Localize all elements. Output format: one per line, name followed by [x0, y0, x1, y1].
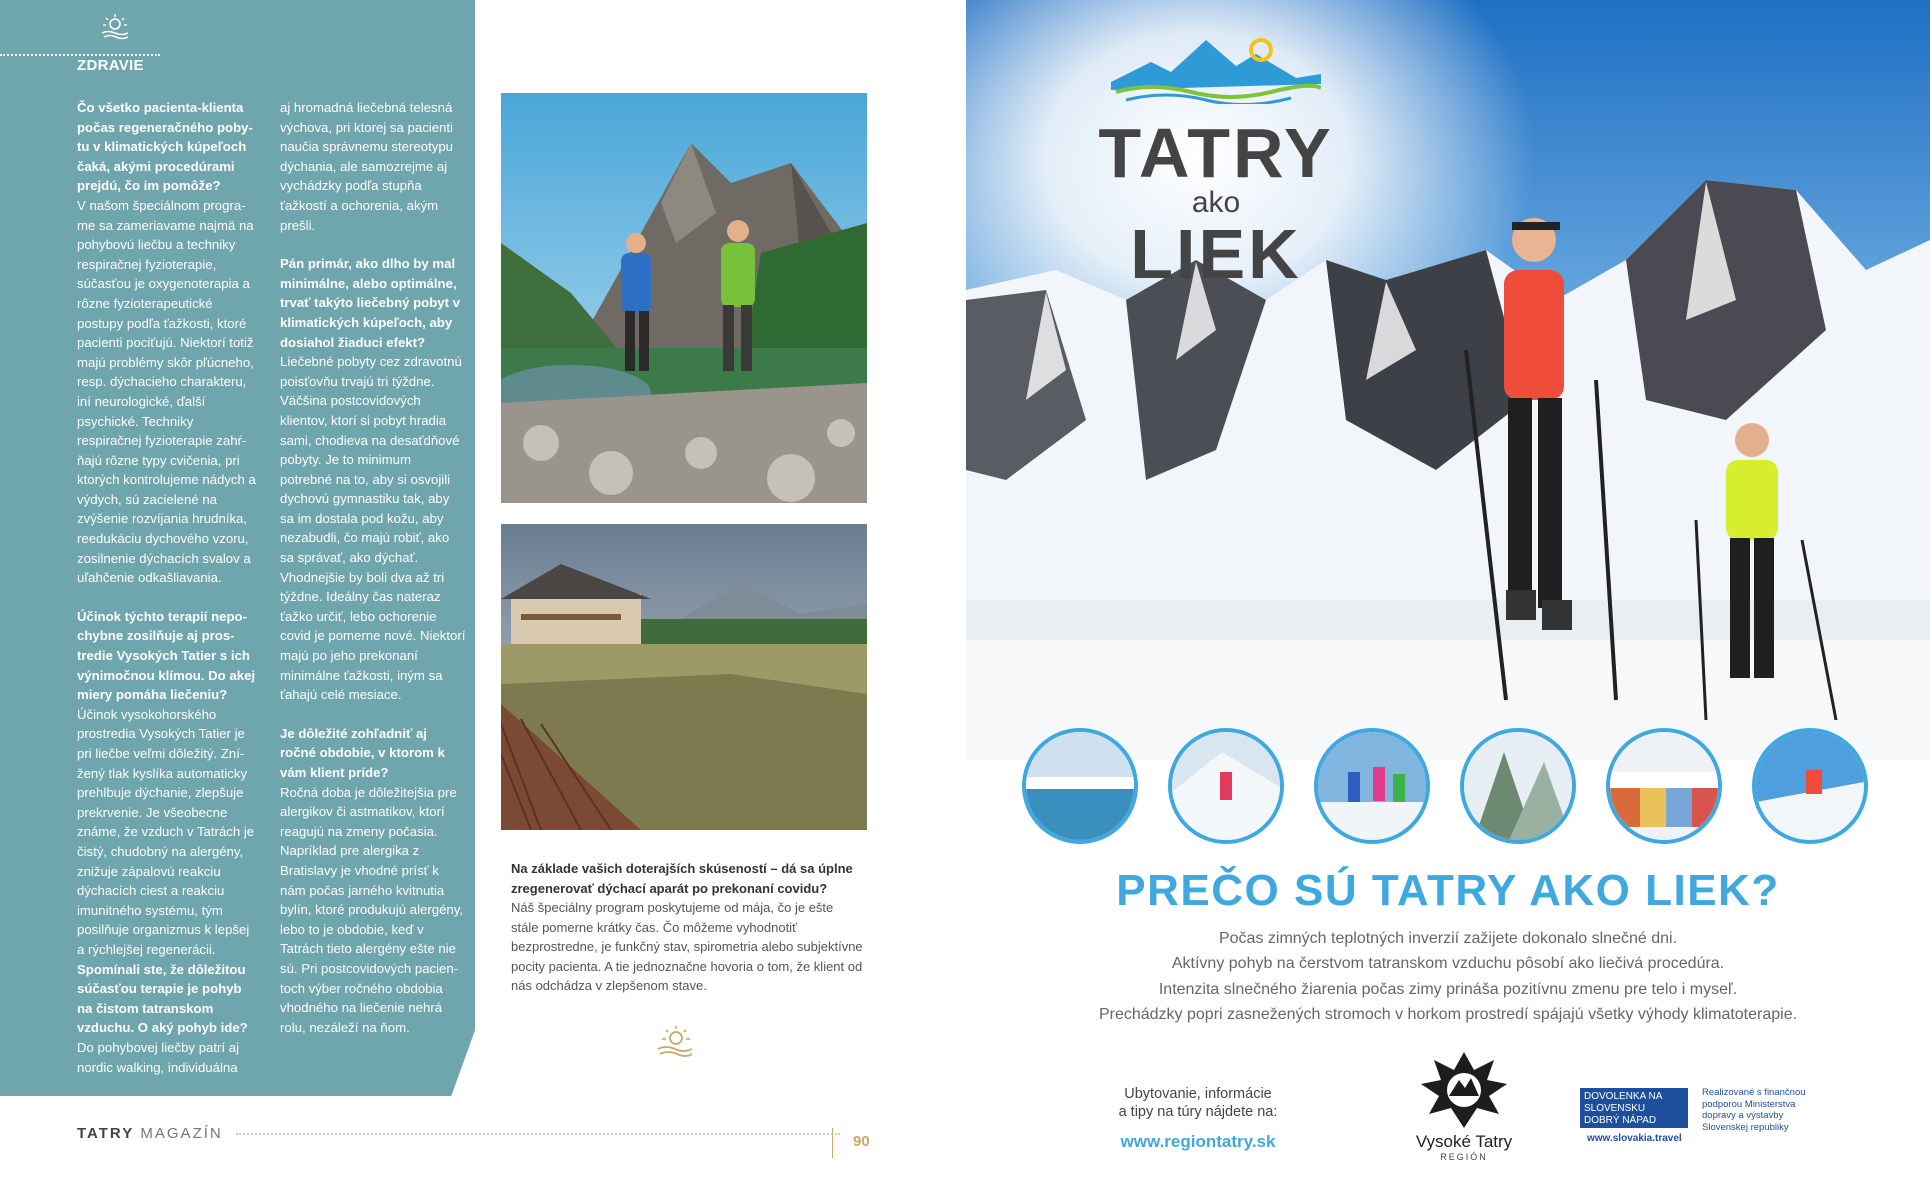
answer: aj hromadná liečebná telesná výchova, pri ktorej sa pacienti naučia správnemu stereotypu dýchania, ale samozrejme aj vychádzky podľa stupňa ťažkostí a ochorenia, akým prešli.: [280, 100, 454, 233]
circle-photo-snow-trees: [1460, 728, 1576, 844]
answer: Účinok vysokohorského prostredia Vysokých Tatier je pri liečbe veľmi dôležitý. Znížený tlak kyslíka automaticky prehlbuje dýchanie, zlepšuje prekrvenie. Je všeobecne známe, že vzduch v Tatrách je čistý, chudobný na alergény, znižuje zápalovú reakciu dýchacích ciest a reakciu imunitného systému, tým posilňuje organizmus k lepšej a rýchlejšej regenerácii.: [77, 706, 255, 957]
text-column-2: [280, 98, 466, 1056]
section-label: ZDRAVIE: [77, 57, 144, 74]
ad-body: [1026, 926, 1870, 1028]
hikers-photo: [501, 93, 867, 503]
interview-box: [511, 859, 863, 996]
title-ako: ako: [1191, 186, 1241, 219]
page-number: 90: [853, 1133, 870, 1150]
circle-photo-group-hike: [1314, 728, 1430, 844]
answer: V našom špeciálnom programe sa zameriavame najmä na pohybovú liečbu a techniky respiračnej fyzioterapie, súčasťou je oxygenoterapia a rôzne fyzioterapeutické postupy podľa ťažkosti, ktoré pacienti pociťujú. Niektorí totiž majú problémy skôr pľúcneho, resp. dýchacieho charakteru, iní neurologické, ďalší psychické. Techniky respiračnej fyzioterapie zahŕňajú rôzne typy cvičenia, pri ktorých kontrolujeme nádych a výdych, sú zacielené na zvýšenie rozvíjania hrudníka, reedukáciu dychového vzoru, zosilnenie dýchacích svalov a uľahčenie odkašliavania.: [77, 197, 256, 586]
vysoke-tatry-logo: [1404, 1050, 1524, 1162]
info-line: Ubytovanie, informácie: [1124, 1086, 1272, 1102]
question: Spomínali ste, že dôležitou súčasťou terapie je pohyb na čistom tatranskom vzduchu. O aký pohyb ide?: [77, 961, 248, 1036]
ad-body-line: Intenzita slnečného žiarenia počas zimy prináša pozitívnu zmenu pre telo i myseľ.: [1158, 980, 1738, 998]
answer: Ročná doba je dôležitejšia pre alergikov či astmatikov, ktorí reagujú na zmeny počasia. Napríklad pre alergika z Bratislavy je vhodné prísť k nám počas jarného kvitnutia bylín, ktoré produkujú alergény, lebo to je obdobie, keď v Tatrách tieto alergény ešte nie sú. Pri postcovidových pacientoch výber ročného obdobia vhodného na liečenie nehrá rolu, nezáleží na ňom.: [280, 784, 464, 1035]
circle-photo-spa: [1022, 728, 1138, 844]
tatry-ako-liek-logo: [1096, 34, 1336, 293]
ad-body-line: Aktívny pohyb na čerstvom tatranskom vzduchu pôsobí ako liečivá procedúra.: [1171, 955, 1725, 973]
vt-name: Vysoké Tatry: [1415, 1132, 1513, 1151]
sk-logo-line: SLOVENSKU: [1584, 1103, 1646, 1114]
circle-photo-village: [1606, 728, 1722, 844]
vt-sub: REGIÓN: [1440, 1152, 1488, 1162]
lake-hotel-photo: [501, 524, 867, 830]
vysoke-tatry-emblem-icon: [1419, 1050, 1509, 1130]
sk-logo-line: DOBRÝ NÁPAD: [1584, 1115, 1657, 1126]
sun-icon: [656, 1026, 694, 1058]
text-column-1: [77, 98, 259, 1096]
answer: Náš špeciálny program poskytujeme od mája, čo je ešte stále pomerne krátky čas. Čo môžeme vyhodnotiť bezprostredne, je funkčný stav, spirometria alebo subjektívne pocity pacienta. A tie jednoznačne hovoria o tom, že klient od nás odchádza v zlepšenom stave.: [511, 900, 863, 993]
slovakia-travel-link[interactable]: www.slovakia.travel: [1587, 1133, 1682, 1144]
sun-icon: [100, 14, 130, 40]
brand-bold: TATRY: [77, 1125, 135, 1142]
info-line: a tipy na túry nájdete na:: [1118, 1104, 1278, 1120]
ad-body-line: Prechádzky popri zasnežených stromoch v horkom prostredí spájajú všetky výhody klimatoterapie.: [1098, 1006, 1798, 1024]
question: Účinok týchto terapií nepochybne zosilňuje aj prostredie Vysokých Tatier s ich výnimočnou klímou. Do akej miery pomáha liečeniu?: [77, 608, 256, 703]
answer: Liečebné pobyty cez zdravotnú poisťovňu trvajú tri týždne. Väčšina postcovidových klientov, ktorí si pobyt hradia sami, chodieva na desaťdňové pobyty. Je to minimum potrebné na to, aby si osvojili dychovú gymnastiku tak, aby sa im dostala pod kožu, aby nezabudli, čo majú robiť, ako sa správať, ako dýchať. Vhodnejšie by boli dva až tri týždne. Ideálny čas nateraz ťažko určiť, lebo ochorenie covid je pomerne nové. Niektorí majú po jeho prekonaní minimálne ťažkosti, iným sa ťahajú celé mesiace.: [280, 354, 466, 703]
ad-headline: PREČO SÚ TATRY AKO LIEK?: [1116, 866, 1780, 915]
question: Je dôležité zohľadniť aj ročné obdobie, v ktorom k vám klient príde?: [280, 725, 445, 780]
funding-note: Realizované s finančnou podporou Ministerstva dopravy a výstavby Slovenskej republiky: [1702, 1087, 1806, 1133]
question: Na základe vašich doterajších skúseností – dá sa úplne zregenerovať dýchací aparát po prekonaní covidu?: [511, 861, 853, 896]
footer-divider: [236, 1133, 840, 1135]
mountain-logo-icon: [1111, 34, 1321, 104]
answer: Do pohybovej liečby patrí aj nordic walking, individuálna: [77, 1039, 240, 1075]
info-box: [1098, 1085, 1298, 1151]
regiontatry-link[interactable]: www.regiontatry.sk: [1120, 1132, 1276, 1151]
question: Čo všetko pacienta-klienta počas regeneračného pobytu v klimatických kúpeľoch čaká, akými procedúrami prejdú, čo im pomôže?: [77, 100, 253, 194]
photo-circles: [1022, 728, 1872, 844]
title-tatry: TATRY: [1098, 114, 1334, 192]
circle-photo-ski-tour: [1168, 728, 1284, 844]
title-liek: LIEK: [1130, 215, 1302, 293]
ad-body-line: Počas zimných teplotných inverzií zažijete dokonalo slnečné dni.: [1218, 930, 1678, 947]
question: Pán primár, ako dlho by mal minimálne, alebo optimálne, trvať takýto liečebný pobyt v klimatických kúpeľoch, aby dosiahol žiaduci efekt?: [280, 256, 461, 350]
sk-logo-line: DOVOLENKA NA: [1584, 1091, 1663, 1102]
right-page-ad: [966, 0, 1930, 1190]
footer-vertical-line: [832, 1128, 833, 1158]
magazine-brand: [77, 1125, 223, 1142]
brand-light: MAGAZÍN: [140, 1125, 223, 1142]
section-divider: [0, 54, 160, 56]
dovolenka-na-slovensku-logo: [1580, 1088, 1688, 1128]
circle-photo-skier: [1752, 728, 1868, 844]
